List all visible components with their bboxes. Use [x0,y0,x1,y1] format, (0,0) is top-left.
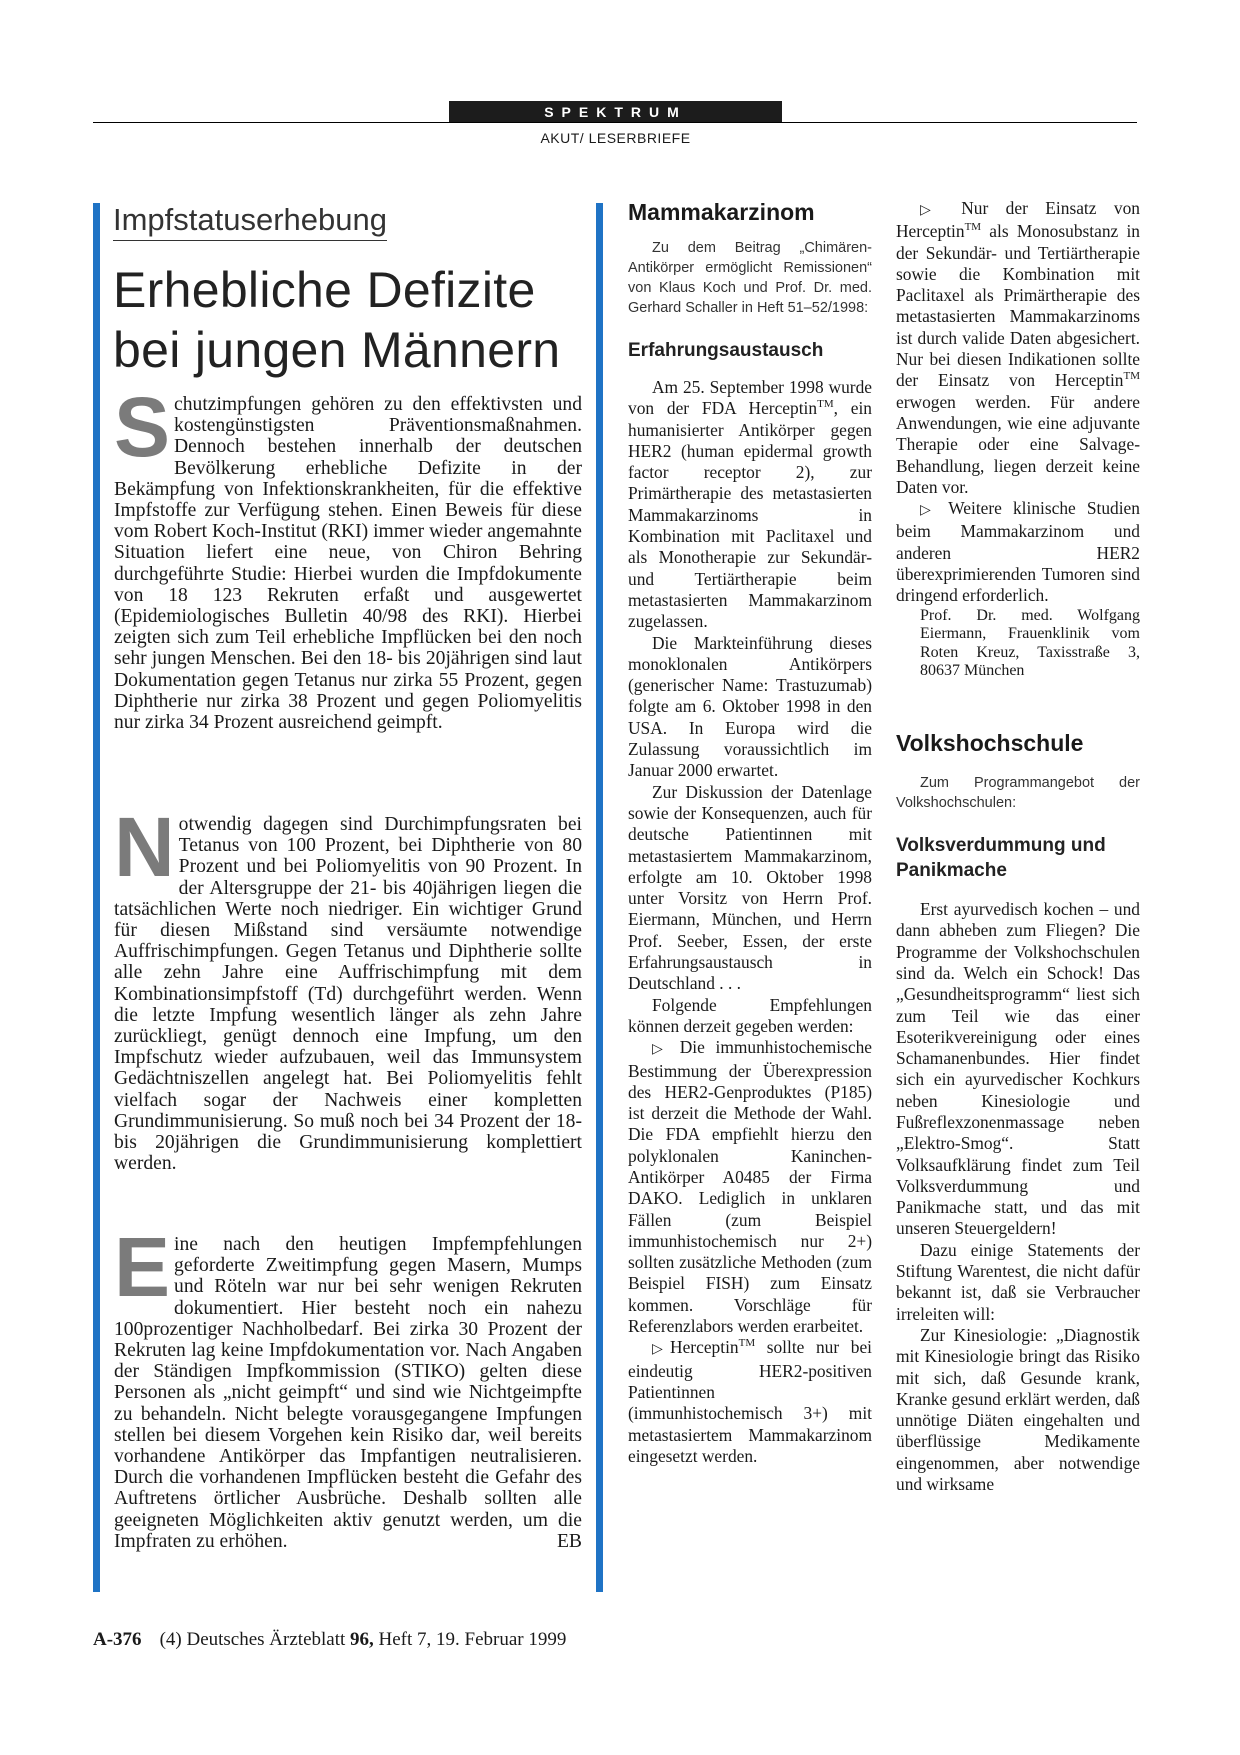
letter-subheading: Volksverdummung und Panikmache [896,835,1106,882]
triangle-bullet-icon: ▷ [652,1341,671,1358]
trademark: TM [1123,370,1140,383]
article-signoff: EB [556,1530,582,1552]
letter-paragraph: Folgende Empfehlungen können derzeit gegeben werden: [628,994,872,1036]
article-paragraph-3 [114,1220,582,1552]
page-number: A-376 [93,1629,142,1650]
dropcap-s: S [114,380,171,474]
volume: 96, [350,1629,374,1650]
citation: (4) Deutsches Ärzteblatt [159,1629,351,1650]
paragraph-2-text: otwendig dagegen sind Durchimpfungsraten bei Tetanus von 100 Prozent, bei Diphtherie von 80 Prozent und bei Poliomyelitis von 90 Prozent. In der Altersgruppe der 21- bis 40jährigen liegen die tatsächlichen Werte noch niedriger. Ein wichtiger Grund für diesen Mißstand sind versäumte notwendige Auffrischimpfungen. Gegen Tetanus und Diphtherie sollte alle zehn Jahre eine Auffrischimpfung mit dem Kombinationsimpfstoff (Td) durchgeführt werden. Wenn die letzte Impfung wesentlich länger als zehn Jahre zurückliegt, genügt dennoch eine Impfung, um den Impfschutz wieder aufzubauen, weil das Immunsystem Gedächtniszellen angelegt hat. Bei Poliomyelitis fehlt vielfach sogar der Nachweis einer kompletten Grundimmunisierung. So muß noch bei 34 Prozent der 18- bis 20jährigen die Grundimmunisierung komplettiert werden. [114,814,582,1175]
citation-issue: Heft 7, 19. Februar 1999 [373,1629,567,1650]
trademark: TM [738,1337,756,1350]
trademark: TM [964,221,982,234]
letter-paragraph: Zur Diskussion der Datenlage sowie der Konsequenzen, auch für deutsche Patientinnen mit metastasiertem Mammakarzinom, erfolgte am 10. Oktober 1998 unter Vorsitz von Herrn Prof. Eiermann, München, und Herrn Prof. Seeber, Essen, der erste Erfahrungsaustausch in Deutschland . . . [628,781,872,994]
accent-bar-middle [596,203,603,1592]
article-paragraph-2 [114,800,582,1175]
letter-intro: Zum Programmangebot der Volkshochschulen: [896,775,1140,812]
letter-author: Prof. Dr. med. Wolfgang Eiermann, Frauenklinik vom Roten Kreuz, Taxisstraße 3, 80637 München [920,606,1140,680]
letter-mammakarzinom [628,198,872,1467]
letter-paragraph: Zur Kinesiologie: „Diagnostik mit Kinesiologie bringt das Risiko mit sich, daß Gesunde krank, Kranke gesund erklärt werden, daß unnötige Diäten eingehalten und überflüssige Medikamente eingenommen, aber notwendige und wirksame [896,1324,1140,1495]
right-column [896,198,1140,1495]
letter-intro: Zu dem Beitrag „Chimären-Antikörper ermöglicht Remissionen“ von Klaus Koch und Prof. Dr. med. Gerhard Schaller in Heft 51–52/1998: [628,240,872,316]
header-rule [93,122,1137,123]
bullet-paragraph: ▷Herceptin™ sollte nur bei eindeutig HER2-positiven Patientinnen (immunhistochemisch 3+) mit metastasiertem Mammakarzinom eingesetzt werden. [628,1337,872,1466]
article-kicker: Impfstatuserhebung [113,203,387,241]
letter-paragraph: Am 25. September 1998 wurde von der FDA Herceptin™, ein humanisierter Antikörper gegen HER2 (human epidermal growth factor receptor 2), zur Primärtherapie des metastasierten Mammakarzinoms in Kombination mit Paclitaxel und als Monotherapie zur Sekundär- und Tertiärtherapie beim metastasierten Mammakarzinom zugelassen. [628,377,872,632]
bullet-paragraph: ▷ Nur der Einsatz von Herceptin™ als Monosubstanz in der Sekundär- und Tertiärtherapie sowie die Kombination mit Paclitaxel als Primärtherapie des metastasierten Mammakarzinoms ist durch valide Daten abgesichert. Nur bei diesen Indikationen sollte der Einsatz von Herceptin™ erwogen werden. Für andere Anwendungen, wie eine adjuvante Therapie oder eine Salvage-Behandlung, liegen derzeit keine Daten vor. [896,198,1140,497]
letter-heading: Volkshochschule [896,730,1084,757]
paragraph-3-text: ine nach den heutigen Impfempfehlungen geforderte Zweitimpfung gegen Masern, Mumps und Röteln war nur bei sehr wenigen Rekruten dokumentiert. Hier besteht noch ein nahezu 100prozentiger Nachholbedarf. Bei zirka 30 Prozent der Rekruten lag keine Impfdokumentation vor. Nach Angaben der Ständigen Impfkommission (STIKO) gelten diese Personen als „nicht geimpft“ und sind wie Nichtgeimpfte zu behandeln. Nicht belegte vorausgegangene Impfungen stellen bei diesem Vorgehen kein Risiko dar, weil bereits vorhandene Antikörper das Impfantigen neutralisieren. Durch die vorhandenen Impflücken besteht die Gefahr des Auftretens örtlicher Ausbrüche. Deshalb sollten alle geeigneten Möglichkeiten aktiv genutzt werden, um die Impfraten zu erhöhen. [114,1234,582,1552]
dropcap-n: N [114,800,175,894]
letter-paragraph: Dazu einige Statements der Stiftung Warentest, die nicht dafür bekannt ist, daß sie Verbraucher irreleiten will: [896,1239,1140,1324]
letter-subheading: Erfahrungsaustausch [628,340,824,361]
accent-bar-left [93,203,100,1592]
paragraph-1-text: chutzimpfungen gehören zu den effektivsten und kostengünstigsten Präventionsmaßnahmen. Dennoch bestehen innerhalb der deutschen Bevölkerung erhebliche Defizite in der Bekämpfung von Infektionskrankheiten, für die effektive Impfstoffe zur Verfügung stehen. Einen Beweis für diese vom Robert Koch-Institut (RKI) immer wieder angemahnte Situation liefert eine neue, von Chiron Behring durchgeführte Studie: Hierbei wurden die Impfdokumente von 18 123 Rekruten erfaßt und ausgewertet (Epidemiologisches Bulletin 40/98 des RKI). Hierbei zeigten sich zum Teil erhebliche Impflücken bei den noch sehr jungen Menschen. Bei den 18- bis 20jährigen sind laut Dokumentation gegen Tetanus nur zirka 55 Prozent, gegen Diphtherie nur zirka 38 Prozent und gegen Poliomyelitis nur zirka 34 Prozent ausreichend geimpft. [114,394,582,734]
subsection-label: AKUT/ LESERBRIEFE [540,130,691,146]
triangle-bullet-icon: ▷ [920,202,944,218]
bullet-paragraph: ▷ Weitere klinische Studien beim Mammakarzinom und anderen HER2 überexprimierenden Tumoren sind dringend erforderlich. [896,498,1140,606]
triangle-bullet-icon: ▷ [920,502,938,519]
article-headline: Erhebliche Defizite bei jungen Männern [113,262,561,378]
bullet-paragraph: ▷ Die immunhistochemische Bestimmung der Überexpression des HER2-Genproduktes (P185) ist derzeit die Methode der Wahl. Die FDA empfiehlt hierzu den polyklonalen Kaninchen-Antikörper A0485 der Firma DAKO. Lediglich in unklaren Fällen (zum Beispiel immunhistochemisch nur 2+) sollten zusätzliche Methoden (zum Beispiel FISH) zum Einsatz kommen. Vorschläge für Referenzlabors werden erarbeitet. [628,1037,872,1337]
trademark: TM [817,398,834,411]
section-banner: SPEKTRUM [449,101,782,123]
letter-paragraph: Die Markteinführung dieses monoklonalen Antikörpers (generischer Name: Trastuzumab) folgte am 6. Oktober 1998 in den USA. In Europa wird die Zulassung voraussichtlich im Januar 2000 erwartet. [628,632,872,781]
letter-heading: Mammakarzinom [628,199,815,225]
dropcap-e: E [114,1220,171,1314]
triangle-bullet-icon: ▷ [652,1041,670,1058]
letter-paragraph: Erst ayurvedisch kochen – und dann abheben zum Fliegen? Die Programme der Volkshochschulen sind da. Welch ein Schock! Das „Gesundheitsprogramm“ liest sich zum Teil wie das einer Esoterikvereinigung oder eines Schamanenbundes. Hier findet sich ein ayurvedischer Kochkurs neben Kinesiologie und Fußreflexzonenmassage neben „Elektro-Smog“. Statt Volksaufklärung findet zum Teil Volksverdummung und Panikmache statt, und das mit unseren Steuergeldern! [896,899,1140,1239]
article-paragraph-1 [114,380,582,734]
page-footer [93,1629,566,1651]
